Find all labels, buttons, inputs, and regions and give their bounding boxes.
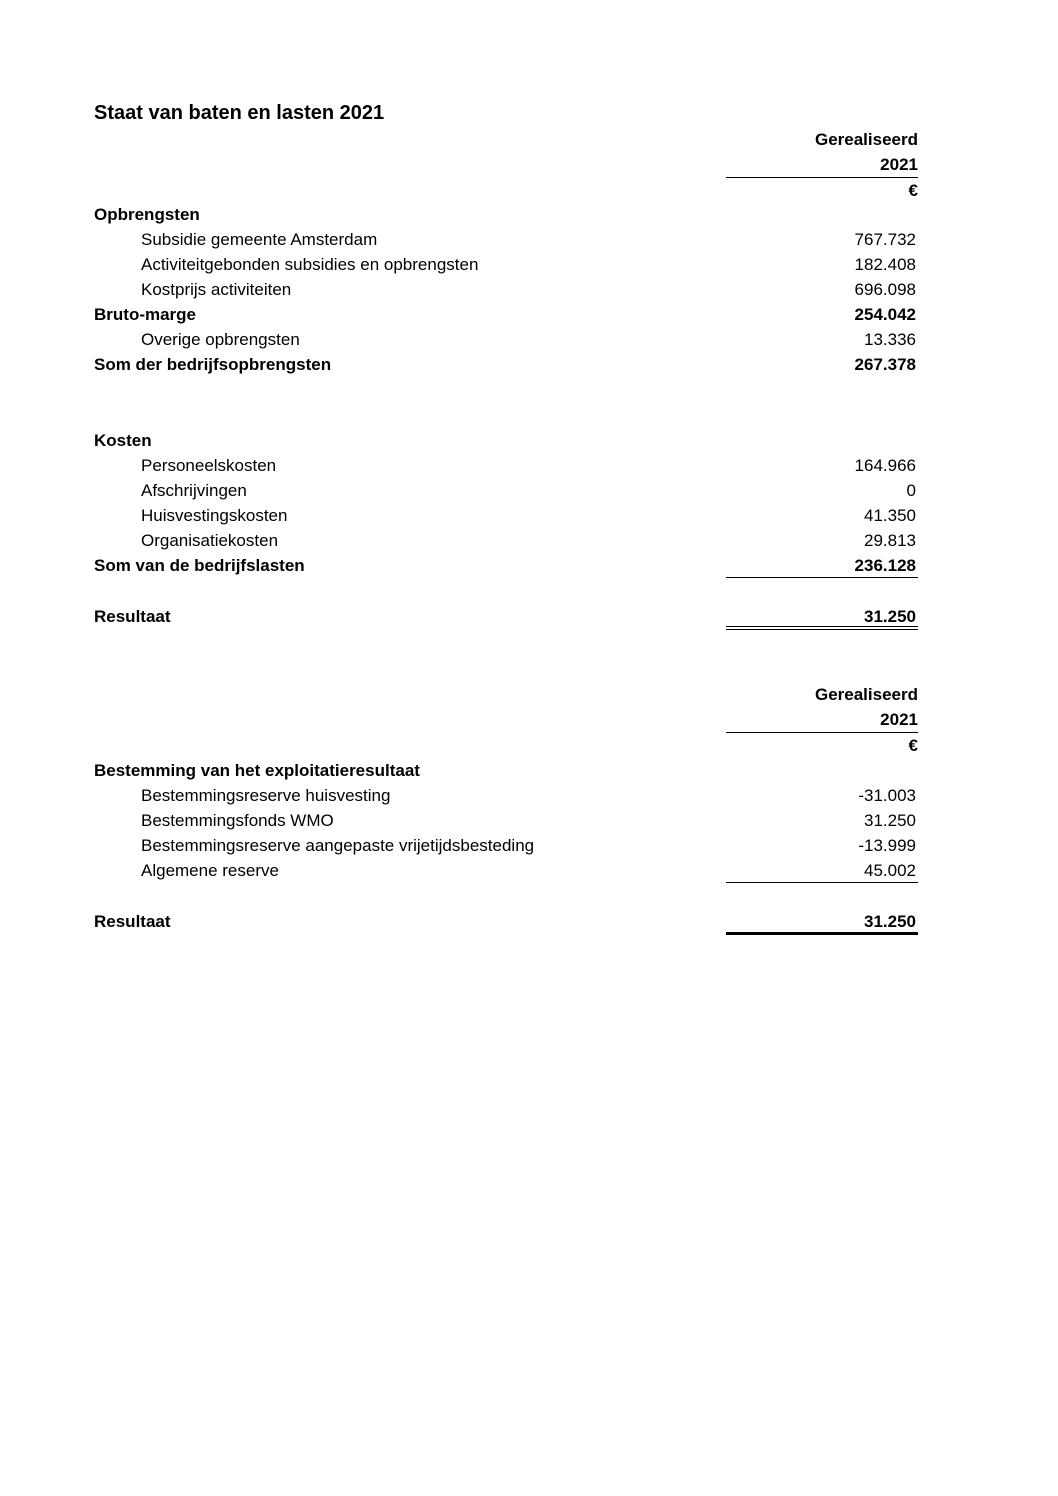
- som-lasten-row: [94, 553, 918, 578]
- table-row: [94, 833, 918, 858]
- row-label: Activiteitgebonden subsidies en opbrengsten: [141, 255, 479, 274]
- row-label: Bestemmingsfonds WMO: [141, 811, 334, 830]
- resultaat-row: [94, 909, 918, 934]
- row-value: 267.378: [854, 355, 916, 374]
- row-value: 13.336: [864, 330, 916, 349]
- bruto-marge-row: [94, 302, 918, 327]
- column-header-label: Gerealiseerd: [814, 130, 918, 149]
- row-label: Kosten: [94, 431, 152, 450]
- row-label: Som van de bedrijfslasten: [94, 556, 305, 575]
- row-label: Personeelskosten: [141, 456, 277, 475]
- row-label: Opbrengsten: [94, 205, 200, 224]
- table-row: [94, 528, 918, 553]
- row-value: -13.999: [858, 836, 916, 855]
- table-row: [94, 858, 918, 883]
- row-value: 0: [906, 481, 916, 500]
- row-value: 31.250: [864, 811, 916, 830]
- table-row: [94, 453, 918, 478]
- row-label: Bestemming van het exploitatieresultaat: [94, 761, 420, 780]
- row-label: Kostprijs activiteiten: [141, 280, 292, 299]
- section-heading-opbrengsten: [94, 202, 918, 227]
- table-row: [94, 503, 918, 528]
- row-value: 254.042: [854, 305, 916, 324]
- double-rule: [726, 626, 918, 630]
- row-label: Resultaat: [94, 912, 171, 931]
- row-label: Resultaat: [94, 607, 171, 626]
- section-heading-bestemming: [94, 758, 918, 783]
- table-row: [94, 478, 918, 503]
- row-label: Organisatiekosten: [141, 531, 279, 550]
- column-header-currency: €: [908, 736, 918, 755]
- row-label: Som der bedrijfsopbrengsten: [94, 355, 332, 374]
- row-value: -31.003: [858, 786, 916, 805]
- thick-rule: [726, 932, 918, 935]
- row-label: Huisvestingskosten: [141, 506, 288, 525]
- table-row: [94, 783, 918, 808]
- table-row: [94, 277, 918, 302]
- row-value: 164.966: [854, 456, 916, 475]
- row-value: 29.813: [864, 531, 916, 550]
- column-header-currency: €: [908, 181, 918, 200]
- total-rule: [726, 882, 918, 883]
- row-value: 767.732: [854, 230, 916, 249]
- som-opbrengsten-row: [94, 352, 918, 377]
- table-row: [94, 808, 918, 833]
- page-title: Staat van baten en lasten 2021: [94, 102, 385, 124]
- total-rule: [726, 577, 918, 578]
- row-label: Afschrijvingen: [141, 481, 247, 500]
- column-header-year: 2021: [726, 707, 918, 733]
- row-value: 45.002: [864, 861, 916, 880]
- row-value: 182.408: [854, 255, 916, 274]
- table-row: [94, 227, 918, 252]
- row-value: 41.350: [864, 506, 916, 525]
- row-label: Bruto-marge: [94, 305, 197, 324]
- row-label: Subsidie gemeente Amsterdam: [141, 230, 378, 249]
- column-header-label: Gerealiseerd: [814, 685, 918, 704]
- table-row: [94, 327, 918, 352]
- table-row: [94, 252, 918, 277]
- row-label: Bestemmingsreserve huisvesting: [141, 786, 391, 805]
- column-header-year: 2021: [726, 152, 918, 178]
- row-value: 31.250: [864, 912, 916, 931]
- row-label: Overige opbrengsten: [141, 330, 300, 349]
- row-label: Bestemmingsreserve aangepaste vrijetijdsbesteding: [141, 836, 535, 855]
- row-value: 696.098: [854, 280, 916, 299]
- row-value: 236.128: [854, 556, 916, 575]
- row-value: 31.250: [864, 607, 916, 626]
- row-label: Algemene reserve: [141, 861, 279, 880]
- section-heading-kosten: [94, 428, 918, 453]
